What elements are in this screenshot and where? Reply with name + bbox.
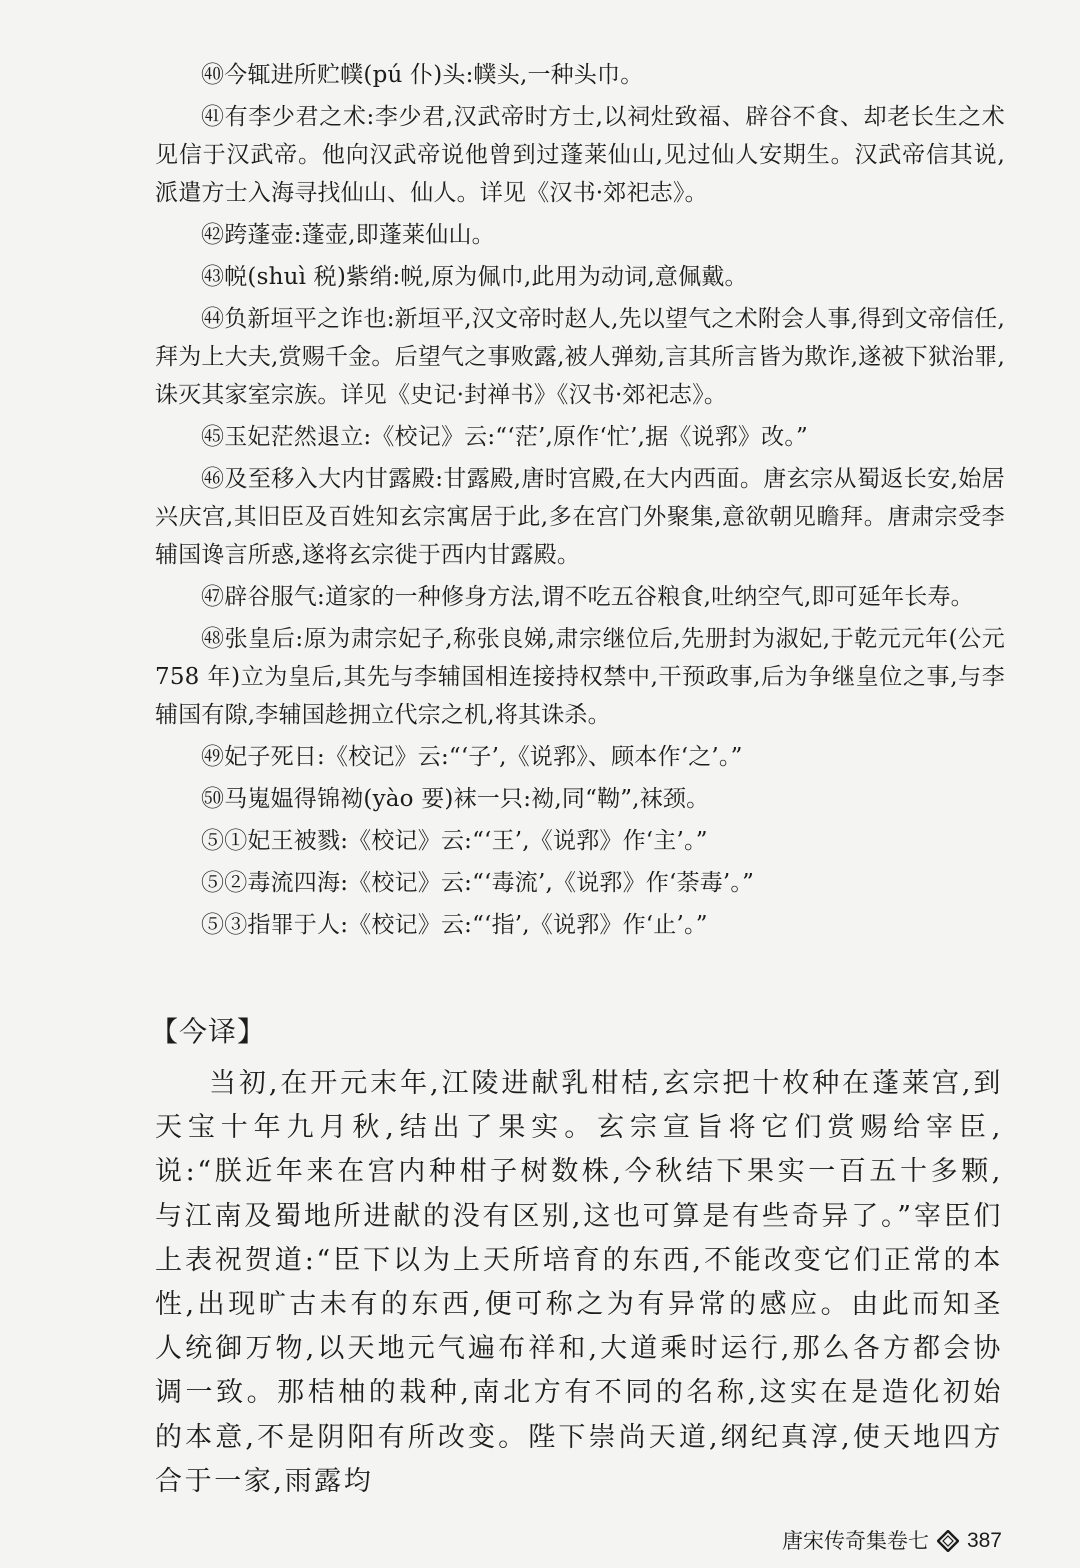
- note-40: ㊵今辄进所贮幞(pú 仆)头:幞头,一种头巾。: [201, 62, 644, 88]
- translation-paragraph: 当初,在开元末年,江陵进献乳柑桔,玄宗把十枚种在蓬莱宫,到天宝十年九月秋,结出了果实。玄宗宣旨将它们赏赐给宰臣,说:“朕近年来在宫内种柑子树数株,今秋结下果实一百五十多颗,与江南及蜀地所进献的没有区别,这也可算是有些奇异了。”宰臣们上表祝贺道:“臣下以为上天所培育的东西,不能改变它们正常的本性,出现旷古未有的东西,便可称之为有异常的感应。由此而知圣人统御万物,以天地元气遍布祥和,大道乘时运行,那么各方都会协调一致。那桔柚的栽种,南北方有不同的名称,这实在是造化初始的本意,不是阴阳有所改变。陛下崇尚天道,纲纪真淳,使天地四方合于一家,雨露均: [155, 1068, 1003, 1497]
- note-53: ⑤③指罪于人:《校记》云:“‘指’,《说郛》作‘止’。”: [201, 912, 708, 938]
- note-49: ㊾妃子死日:《校记》云:“‘子’,《说郛》、顾本作‘之’。”: [201, 744, 743, 770]
- note-52: ⑤②毒流四海:《校记》云:“‘毒流’,《说郛》作‘荼毒’。”: [201, 870, 755, 896]
- note-44: ㊹负新垣平之诈也:新垣平,汉文帝时赵人,先以望气之术附会人事,得到文帝信任,拜为上大夫,赏赐千金。后望气之事败露,被人弹劾,言其所言皆为欺诈,遂被下狱治罪,诛灭其家室宗族。详见《史记·封禅书》《汉书·郊祀志》。: [155, 306, 1005, 408]
- note-41: ㊶有李少君之术:李少君,汉武帝时方士,以祠灶致福、辟谷不食、却老长生之术见信于汉武帝。他向汉武帝说他曾到过蓬莱仙山,见过仙人安期生。汉武帝信其说,派遣方士入海寻找仙山、仙人。详见《汉书·郊祀志》。: [155, 104, 1005, 206]
- annotation-notes: [155, 56, 1005, 948]
- note-45: ㊺玉妃茫然退立:《校记》云:“‘茫’,原作‘忙’,据《说郛》改。”: [201, 424, 808, 450]
- note-47: ㊼辟谷服气:道家的一种修身方法,谓不吃五谷粮食,吐纳空气,即可延年长寿。: [201, 584, 974, 610]
- diamond-ornament-icon: [937, 1530, 959, 1552]
- page-footer: [782, 1528, 1002, 1554]
- note-46: ㊻及至移入大内甘露殿:甘露殿,唐时宫殿,在大内西面。唐玄宗从蜀返长安,始居兴庆宫,其旧臣及百姓知玄宗寓居于此,多在宫门外聚集,意欲朝见瞻拜。唐肃宗受李辅国谗言所惑,遂将玄宗徙于西内甘露殿。: [155, 466, 1005, 568]
- note-43: ㊸帨(shuì 税)紫绡:帨,原为佩巾,此用为动词,意佩戴。: [201, 264, 748, 290]
- note-48: ㊽张皇后:原为肃宗妃子,称张良娣,肃宗继位后,先册封为淑妃,于乾元元年(公元 758 年)立为皇后,其先与李辅国相连接持权禁中,干预政事,后为争继皇位之事,与李辅国有隙,李辅国趁拥立代宗之机,将其诛杀。: [155, 626, 1005, 728]
- note-42: ㊷跨蓬壶:蓬壶,即蓬莱仙山。: [201, 222, 495, 248]
- note-51: ⑤①妃王被戮:《校记》云:“‘王’,《说郛》作‘主’。”: [201, 828, 708, 854]
- note-50: ㊿马嵬媪得锦袎(yào 要)袜一只:袎,同“靿”,袜颈。: [201, 786, 710, 812]
- running-title: 唐宋传奇集卷七: [781, 1529, 929, 1553]
- page-number: 387: [966, 1529, 1002, 1552]
- translation-body: [155, 1062, 1003, 1504]
- section-title: 【今译】: [150, 1015, 267, 1048]
